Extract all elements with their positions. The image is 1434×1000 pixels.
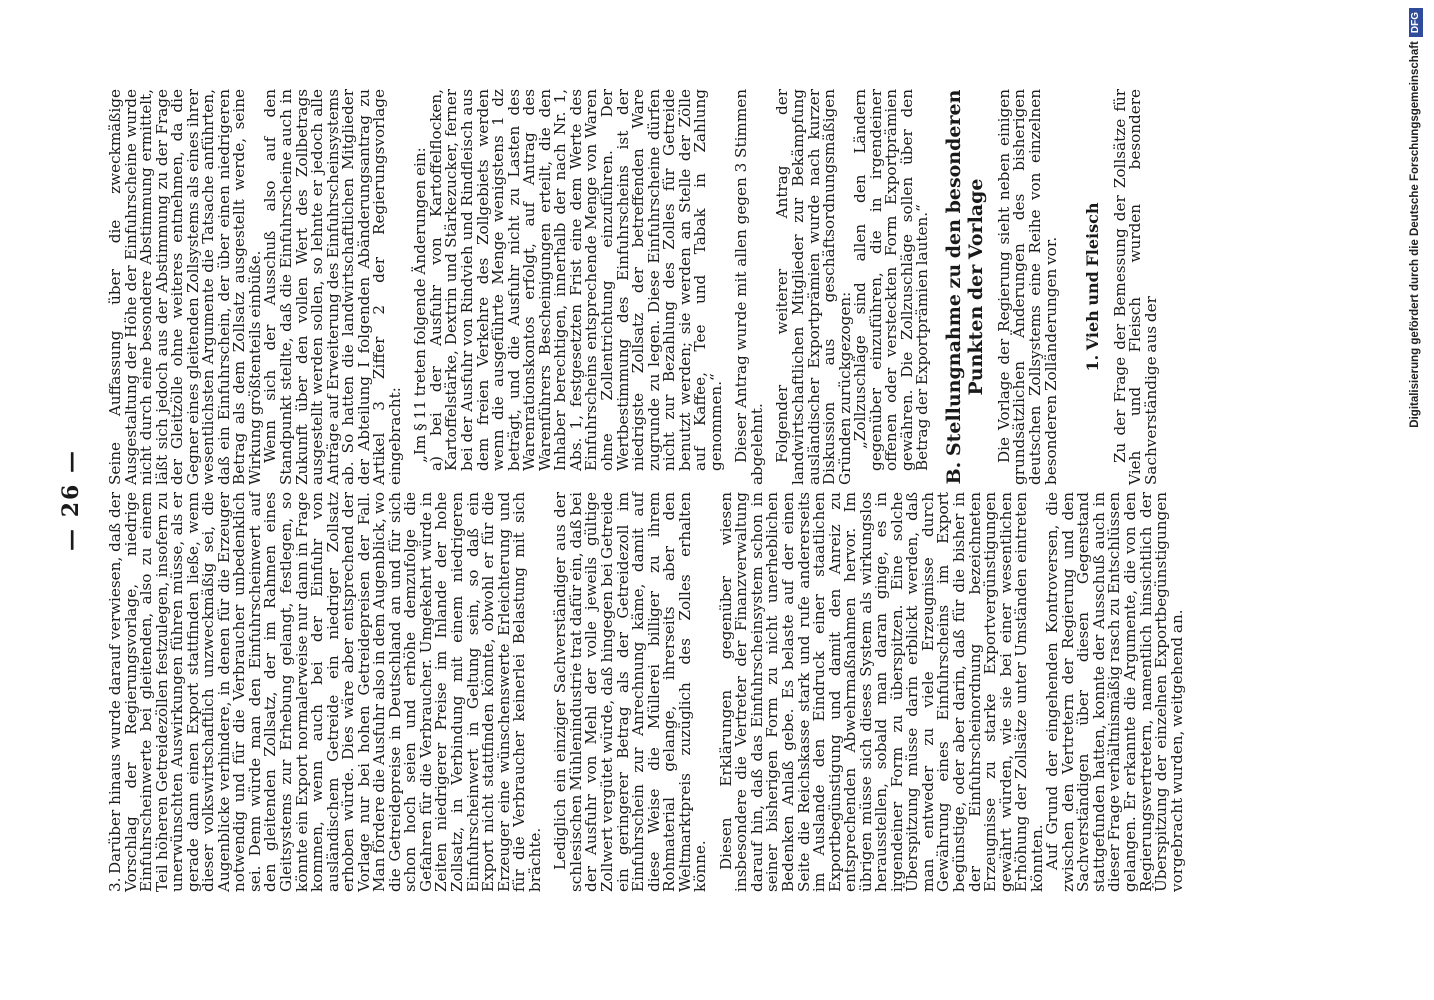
quote-intro: „Im § 11 treten folgende Änderungen ein: [411, 147, 430, 463]
right-column [108, 89, 1308, 485]
page-number: — 26 — [58, 449, 84, 551]
digitization-credit [1400, 8, 1430, 993]
after-quote: Dieser Antrag wurde mit allen gegen 3 Stimmen abgelehnt. [732, 89, 766, 485]
paragraph-vieh-und-fleisch: Zu der Frage der Bemessung der Zollsätze für Vieh und Fleisch wurden besondere Sachverständige aus der [1110, 89, 1160, 485]
subheading-vieh-und-fleisch: 1. Vieh und Fleisch [1083, 202, 1103, 372]
quote-item [426, 89, 725, 471]
item-number: 3. [106, 877, 124, 892]
left-paragraph-3: Diesen Erklärungen gegenüber wiesen insbesondere die Vertreter der Finanzverwaltung darauf hin, daß das Einfuhrscheinsystem schon in seiner bisherigen Form zu nicht unerheblichen Bedenken Anlaß gebe. Es belaste auf der einen Seite die Reichskasse stark und rufe andererseits im Auslande den Eindruck einer staatlichen Exportbegünstigung und damit den Anreiz zu entsprechenden Abwehrmaßnahmen hervor. Im übrigen müsse sich dieses System als wirkungslos herausstellen, sobald man daran ginge, es in irgendeiner Form zu überspitzen. Eine solche Überspitzung müsse darin erblickt werden, daß man entweder zu viele Erzeugnisse durch Gewährung eines Einfuhrscheins im Export begünstige, oder aber darin, daß für die bisher in der Einfuhrscheinordnung bezeichneten Erzeugnisse zu starke Exportvergünstigungen gewährt würden, wie sie bei einer wesentlichen Erhöhung der Zollsätze unter Umständen eintreten könnten. [716, 492, 1046, 892]
left-paragraph-1-text: Darüber hinaus wurde darauf verwiesen, daß der Vorschlag der Regierungsvorlage, niedrige Einfuhrscheinwerte bei gleitenden, also zu einem Teil höheren Getreidezöllen festzulegen, insofern zu unerwünschten Auswirkungen führen müsse, als er gerade dann einen Export stattfinden ließe, wenn dieser volkswirtschaftlich unzweckmäßig sei, die Augenblicke verhindere, in denen für die Erzeuger notwendig und für die Verbraucher unbedenklich sei. Denn würde man den Einfuhrscheinwert auf den gleitenden Zollsatz, der im Rahmen eines Gleitsystems zur Erhebung gelangt, festlegen, so könnte ein Export normalerweise nur dann in Frage kommen, wenn auch bei der Einfuhr von ausländischem Getreide ein niedriger Zollsatz erhoben würde. Dies wäre aber entsprechend der Vorlage nur bei hohen Getreidepreisen der Fall. Man fördere die Ausfuhr also in dem Augenblick, wo die Getreidepreise in Deutschland an und für sich schon hoch seien und erhöhe demzufolge die Gefahren für die Verbraucher. Umgekehrt würde in Zeiten niedrigerer Preise im Inlande der hohe Zollsatz, in Verbindung mit einem niedrigeren Einfuhrscheinwert in Geltung sein, so daß ein Export nicht stattfinden könnte, obwohl er für die Erzeuger eine wünschenswerte Erleichterung und für die Verbraucher keinerlei Belastung mit sich brächte. [106, 492, 544, 892]
digitization-credit-text: Digitalisierung gefördert durch die Deutsche Forschungsgemeinschaft [1409, 41, 1421, 428]
dfg-logo: DFG [1409, 8, 1423, 37]
quote-item-text: bei der Ausfuhr von Kartoffelflocken, Kartoffelstärke, Dextrin und Stärkezucker, ferner bei der Ausfuhr von Rindvieh und Rindfleisch aus dem freien Verkehre des Zollgebiets werden wenn die ausgeführte Menge wenigstens 1 dz beträgt, und die Ausfuhr nicht zu Lasten des Warenrationskontos erfolgt, auf Antrag des Warenführers Bescheinigungen erteilt, die den Inhaber berechtigen, innerhalb der nach Nr. 1, Abs. 1, festgesetzten Frist eine dem Werte des Einfuhrscheins entsprechende Menge von Waren ohne Zollentrichtung einzuführen. Der Wertbestimmung des Einfuhrscheins ist der niedrigste Zollsatz der betreffenden Ware zugrunde zu legen. Diese Einfuhrscheine dürfen nicht zur Bezahlung des Zolles für Getreide benutzt werden; sie werden an Stelle der Zölle auf Kaffee, Tee und Tabak in Zahlung genommen.“ [426, 89, 725, 471]
digitization-sidebar [1400, 8, 1430, 993]
paragraph-b: Die Vorlage der Regierung sieht neben einigen grundsätzlichen Änderungen des bisherigen deutschen Zollsystems eine Reihe von einzelnen besonderen Zolländerungen vor. [994, 89, 1060, 485]
right-paragraph-2: Wenn sich der Ausschuß also auf den Standpunkt stellte, daß die Einfuhrscheine auch in Zukunft über den vollen Wert des Zollbetrags ausgestellt werden sollen, so lehnte er jedoch alle Anträge auf Erweiterung des Einfuhrscheinsystems ab. So hatten die landwirtschaftlichen Mitglieder der Abteilung I folgenden Abänderungsantrag zu Artikel 3 Ziffer 2 der Regierungsvorlage eingebracht: [261, 89, 404, 485]
quote-item-label: a) [426, 456, 445, 471]
left-column [108, 492, 1308, 892]
left-paragraph-2: Lediglich ein einziger Sachverständiger aus der schlesischen Mühlenindustrie trat dafür ein, daß bei der Ausfuhr von Mehl der volle jeweils gültige Zollwert vergütet würde, daß hingegen bei Getreide ein geringerer Betrag als der Getreidezoll im Einfuhrschein zur Anrechnung käme, damit auf diese Weise die Müllerei billiger zu ihrem Rohmaterial gelange, ihrerseits aber den Weltmarktpreis zuzüglich des Zolles erhalten könne. [551, 492, 710, 892]
left-paragraph-1 [108, 492, 543, 892]
quote-two: „Zollzuschläge sind allen den Ländern gegenüber einzuführen, die in irgendeiner offenen oder versteckten Form Exportprämien gewähren. Die Zollzuschläge sollen über den Betrag der Exportprämien lauten.“ [851, 89, 932, 471]
left-paragraph-4: Auf Grund der eingehenden Kontroversen, die zwischen den Vertretern der Regierung und den Sachverständigen über diesen Gegenstand stattgefunden hatten, konnte der Ausschuß auch in dieser Frage verhältnismäßig rasch zu Entschlüssen gelangen. Er erkannte die Argumente, die von den Regierungsvertretern, namentlich hinsichtlich der Überspitzung der einzelnen Exportbegünstigungen vorgebracht wurden, weitgehend an. [1043, 492, 1186, 892]
section-heading-b: B. Stellungnahme zu den besonderen Punkten der Vorlage [942, 89, 987, 485]
paragraph-following: Folgender weiterer Antrag der landwirtschaftlichen Mitglieder zur Bekämpfung ausländischer Exportprämien wurde nach kurzer Diskussion aus geschäftsordnungsmäßigen Gründen zurückgezogen: [773, 89, 854, 485]
right-paragraph-1: Seine Auffassung über die zweckmäßige Ausgestaltung der Höhe der Einfuhrscheine wurde nicht durch eine besondere Abstimmung ermittelt, läßt sich jedoch aus der Abstimmung zu der Frage der Gleitzölle ohne weiteres entnehmen, da die Gegner eines gleitenden Zollsystems als eines ihrer wesentlichsten Argumente die Tatsache anführten, daß ein Einfuhrschein, der über einen niedrigeren Betrag als dem Zollsatz ausgestellt werde, seine Wirkung größtenteils einbüße. [106, 89, 264, 485]
